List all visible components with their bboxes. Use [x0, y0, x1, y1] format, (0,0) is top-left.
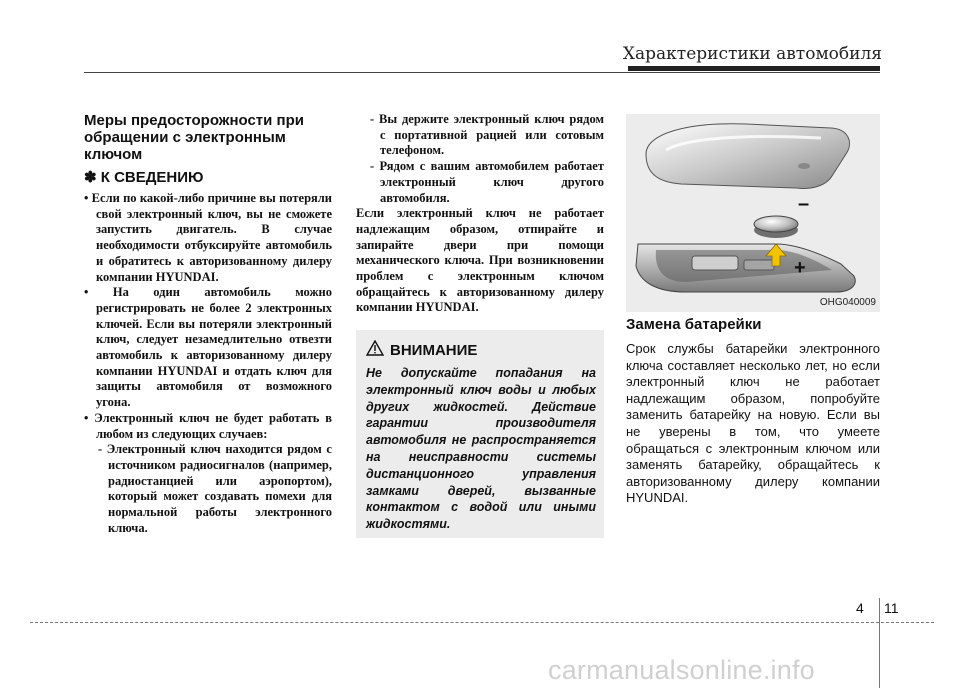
footer-divider [879, 598, 880, 688]
warning-heading [366, 340, 596, 361]
header-rule-thick [628, 66, 880, 71]
figure-code: OHG040009 [819, 297, 876, 308]
note-heading [84, 169, 332, 187]
left-column [84, 112, 332, 536]
mechanical-key-paragraph: Если электронный ключ не работает надлежащим образом, отпирайте и запирайте двери при помощи механического ключа. При возникновении проблем с электронным ключом обращайтесь к авторизованному дилеру компании HYUNDAI. [356, 206, 604, 315]
key-battery-illustration [626, 114, 880, 312]
bullet-not-working: • Электронный ключ не будет работать в любом из следующих случаев: [84, 410, 332, 441]
battery-figure [626, 114, 880, 312]
warning-triangle-icon [366, 340, 384, 361]
warning-text: Не допускайте попадания на электронный ключ воды и любых других жидкостей. Действие гарантии производителя автомобиля не распространяется на неисправности системы дистанционного управления замками дверей, вызванные контактом с водой или иными жидкостями. [366, 366, 596, 532]
warning-box [356, 330, 604, 538]
section-title-precautions: Меры предосторожности при обращении с электронным ключом [84, 112, 304, 163]
watermark: carmanualsonline.info [548, 655, 815, 685]
precautions-text [84, 191, 332, 536]
note-heading-text: К СВЕДЕНИЮ [100, 169, 204, 186]
page-number: 11 [884, 600, 899, 616]
bullet-key-limit: • На один автомобиль можно регистрировать не более 2 электронных ключей. Если вы потеряли электронный ключ, следует незамедлительно отвезти автомобиль к авторизованному дилеру компании HYUNDAI и отдать ключ для защиты автомобиля от возможного угона. [84, 285, 332, 410]
plus-sign-label: + [794, 257, 806, 279]
sub-radio-source: - Электронный ключ находится рядом с источником радиосигналов (например, радиостанцией или аэропортом), который может создавать помехи для нормальной работы электронного ключа. [98, 442, 332, 535]
battery-paragraph: Срок службы батарейки электронного ключа составляет несколько лет, но если электронный ключ не работает надлежащим образом, попробуйте заменить батарейку на новую. Если вы не уверены в том, что умеете обращаться с электронным ключом или заменять батарейку, обращайтесь к авторизованному дилеру компании HYUNDAI. [626, 341, 880, 506]
warning-title: ВНИМАНИЕ [390, 341, 478, 359]
sub-other-key: - Рядом с вашим автомобилем работает электронный ключ другого автомобиля. [370, 159, 604, 205]
bullet-lost-key: • Если по какой-либо причине вы потеряли свой электронный ключ, вы не сможете запустить двигатель. В случае необходимости отбуксируйте автомобиль и обратитесь к авторизованному дилеру компании HYUNDAI. [84, 191, 332, 284]
running-header: Характеристики автомобиля [622, 44, 882, 64]
middle-column [356, 112, 604, 316]
footer-rule [30, 622, 934, 623]
sub-portable-radio: - Вы держите электронный ключ рядом с портативной рацией или сотовым телефоном. [370, 112, 604, 158]
minus-sign-label: – [798, 193, 810, 215]
section-title-battery: Замена батарейки [626, 316, 762, 333]
chapter-number: 4 [856, 600, 864, 616]
right-column-text [626, 316, 880, 507]
note-asterisk-icon: ✽ [84, 169, 97, 186]
header-rule [84, 72, 880, 73]
middle-text [356, 112, 604, 316]
